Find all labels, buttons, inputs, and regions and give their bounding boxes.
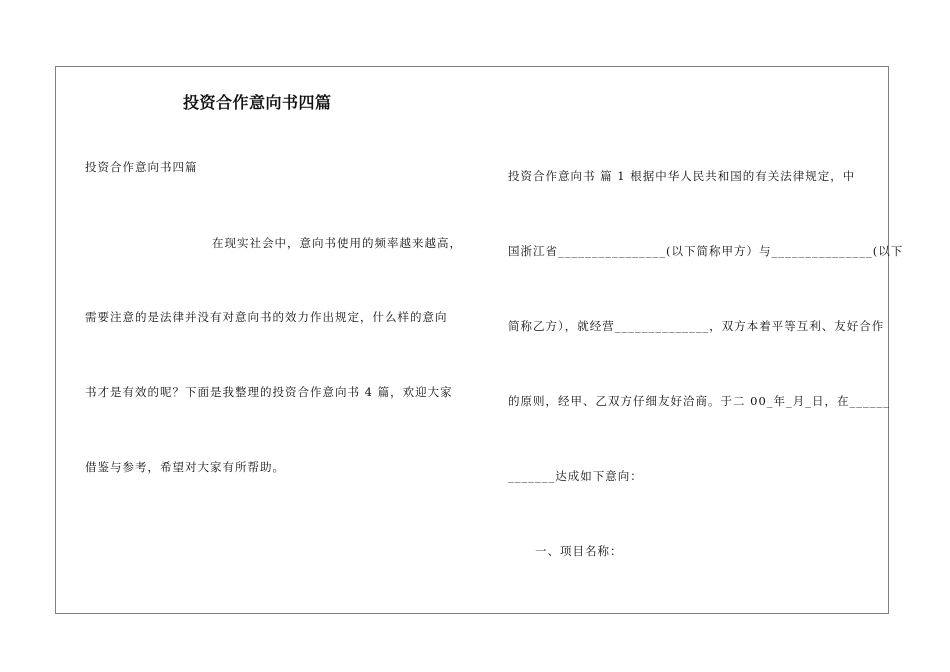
section-heading-project-name: 一、项目名称： (535, 544, 623, 558)
left-paragraph-line: 投资合作意向书四篇 (85, 160, 198, 174)
right-paragraph-line: 简称乙方），就经营______________，双方本着平等互利、友好合作 (508, 319, 885, 333)
right-paragraph-line: 的原则，经甲、乙双方仔细友好洽商。于二 00_年_月_日，在______ (508, 394, 891, 408)
right-paragraph-line: 投资合作意向书 篇 1 根据中华人民共和国的有关法律规定，中 (508, 169, 856, 183)
left-paragraph-line: 书才是有效的呢？下面是我整理的投资合作意向书 4 篇，欢迎大家 (85, 385, 453, 399)
left-paragraph-line: 需要注意的是法律并没有对意向书的效力作出规定，什么样的意向 (85, 310, 448, 324)
document-title: 投资合作意向书四篇 (183, 93, 332, 112)
left-paragraph-line: 借鉴与参考，希望对大家有所帮助。 (85, 460, 285, 474)
right-paragraph-line: 国浙江省________________(以下简称甲方）与_______________(以下 (508, 244, 904, 258)
left-paragraph-line: 在现实社会中，意向书使用的频率越来越高， (212, 236, 462, 250)
document-page-frame (55, 66, 889, 614)
right-paragraph-line: _______达成如下意向： (508, 469, 643, 483)
